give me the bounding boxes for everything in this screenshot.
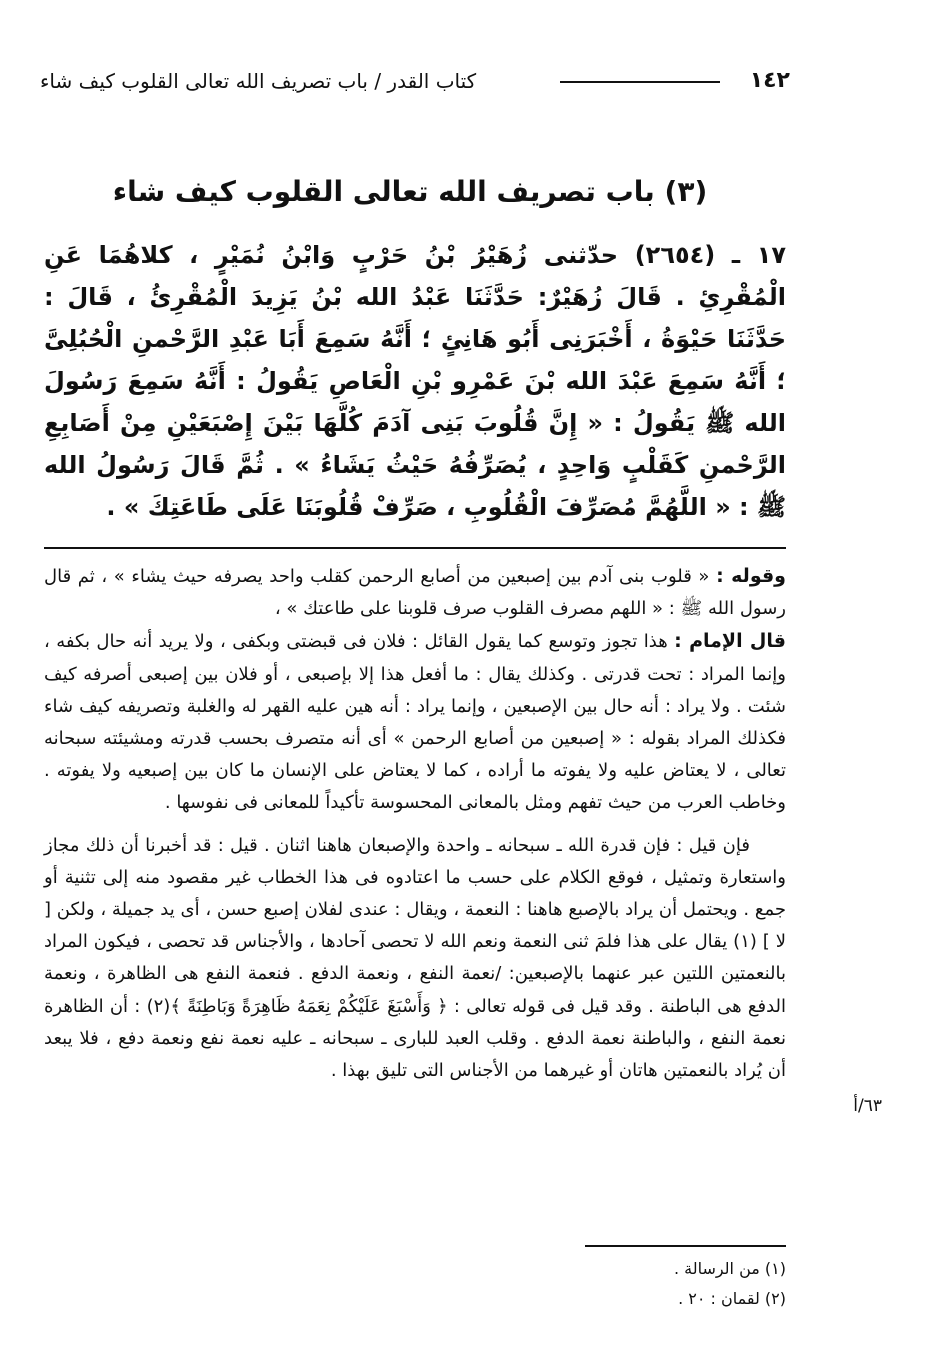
text-separator [44, 547, 786, 549]
footnote-1: (١) من الرسالة . [673, 1259, 786, 1278]
footnotes [44, 1254, 786, 1314]
running-title: كتاب القدر / باب تصريف الله تعالى القلوب كيف شاء [40, 69, 477, 93]
chapter-heading: (٣) باب تصريف الله تعالى القلوب كيف شاء [112, 175, 708, 208]
page-number: ١٤٢ [749, 68, 790, 93]
commentary-text-2: هذا تجوز وتوسع كما يقول القائل : فلان فى قبضتى وبكفى ، ولا يريد أنه حال بكفه ، وإنما المراد : تحت قدرتى . وكذلك يقال : ما أفعل هذا إلا بإصبعى ، أو فلان بين إصبعى أصرفه كيف شئت . ولا يراد : أنه حال بين الإصبعين ، وإنما يراد : أنه هين عليه القهر له والغلبة وتصريفه كيف شاء فكذلك المراد بقوله : « إصبعين من أصابع الرحمن » أى أنه متصرف بحسب قدرته ومشيئته سبحانه تعالى ، لا يعتاض عليه ولا يفوته ما أراده ، كما لا يعتاض على الإنسان ما كان بين إصبعيه ولا يفوته . وخاطب العرب من حيث تفهم ومثل بالمعانى المحسوسة تأكيداً للمعانى فى نفوسها . [44, 631, 786, 814]
footnote-separator [585, 1245, 786, 1247]
commentary-paragraph-1 [44, 560, 786, 625]
hadith-text: ١٧ ـ (٢٦٥٤) حدّثنى زُهَيْرُ بْنُ حَرْبٍ وَابْنُ نُمَيْرٍ ، كلاهُمَا عَنِ الْمُقْرِئِ . قَالَ زُهَيْرٌ: حَدَّثَنَا عَبْدُ الله بْنُ يَزِيدَ الْمُقْرِئُ ، قَالَ : حَدَّثَنَا حَيْوَةُ ، أَخْبَرَنِى أَبُو هَانِئٍ ؛ أَنَّهُ سَمِعَ أَبَا عَبْدِ الرَّحْمنِ الْحُبُلِىَّ ؛ أَنَّهُ سَمِعَ عَبْدَ الله بْنَ عَمْرِو بْنِ الْعَاصِ يَقُولُ : أَنَّهُ سَمِعَ رَسُولَ الله ﷺ يَقُولُ : « إِنَّ قُلُوبَ بَنِى آدَمَ كُلَّهَا بَيْنَ إِصْبَعَيْنِ مِنْ أَصَابِعِ الرَّحْمنِ كَقَلْبٍ وَاحِدٍ ، يُصَرِّفُهُ حَيْثُ يَشَاءُ » . ثُمَّ قَالَ رَسُولُ الله ﷺ : « اللَّهُمَّ مُصَرِّفَ الْقُلُوبِ ، صَرِّفْ قُلُوبَنَا عَلَى طَاعَتِكَ » . [44, 241, 786, 521]
header-rule [560, 81, 720, 83]
folio-marker: ٦٣/أ [853, 1096, 882, 1116]
commentary-paragraph-3: فإن قيل : فإن قدرة الله ـ سبحانه ـ واحدة والإصبعان هاهنا اثنان . قيل : قد أخبرنا أن ذلك مجاز واستعارة وتمثيل ، فوقع الكلام على حسب ما اعتادوه فى هذا الخطاب غير مقصود منه إلى تثنية أو جمع . ويحتمل أن يراد بالإصبع هاهنا : النعمة ، ويقال : عندى لفلان إصبع حسن ، أى يد جميلة ، ولكن [ لا ] (١) يقال على هذا فلمَ ثنى النعمة ونعم الله لا تحصى آحادها ، والأجناس قد تحصى ، فيكون المراد بالنعمتين اللتين عبر عنهما بالإصبعين: /نعمة النفع ، ونعمة الدفع . فنعمة النفع هى الظاهرة ، ونعمة الدفع هى الباطنة . وقد قيل فى قوله تعالى : ﴿ وَأَسْبَغَ عَلَيْكُمْ نِعَمَهُ ظَاهِرَةً وَبَاطِنَةً ﴾(٢) : أن الظاهرة نعمة النفع ، والباطنة نعمة الدفع . وقلب العبد للبارى ـ سبحانه ـ عليه نعمة نفع ونعمة دفع ، فلا يبعد أن يُراد بالنعمتين هاتان أو غيرهما من الأجناس التى تليق بهذا . [44, 834, 787, 1082]
commentary-text-1: « قلوب بنى آدم بين إصبعين من أصابع الرحمن كقلب واحد يصرفه حيث يشاء » ، ثم قال رسول الله ﷺ : « اللهم مصرف القلوب صرف قلوبنا على طاعتك » ، [44, 566, 786, 620]
commentary-lead-2: قال الإمام : [674, 630, 786, 653]
commentary-paragraph-2 [44, 625, 786, 819]
footnote-2: (٢) لقمان : ٢٠ . [678, 1289, 786, 1308]
commentary-lead-1: وقوله : [716, 565, 786, 587]
commentary [44, 560, 786, 1087]
running-header [40, 66, 790, 96]
